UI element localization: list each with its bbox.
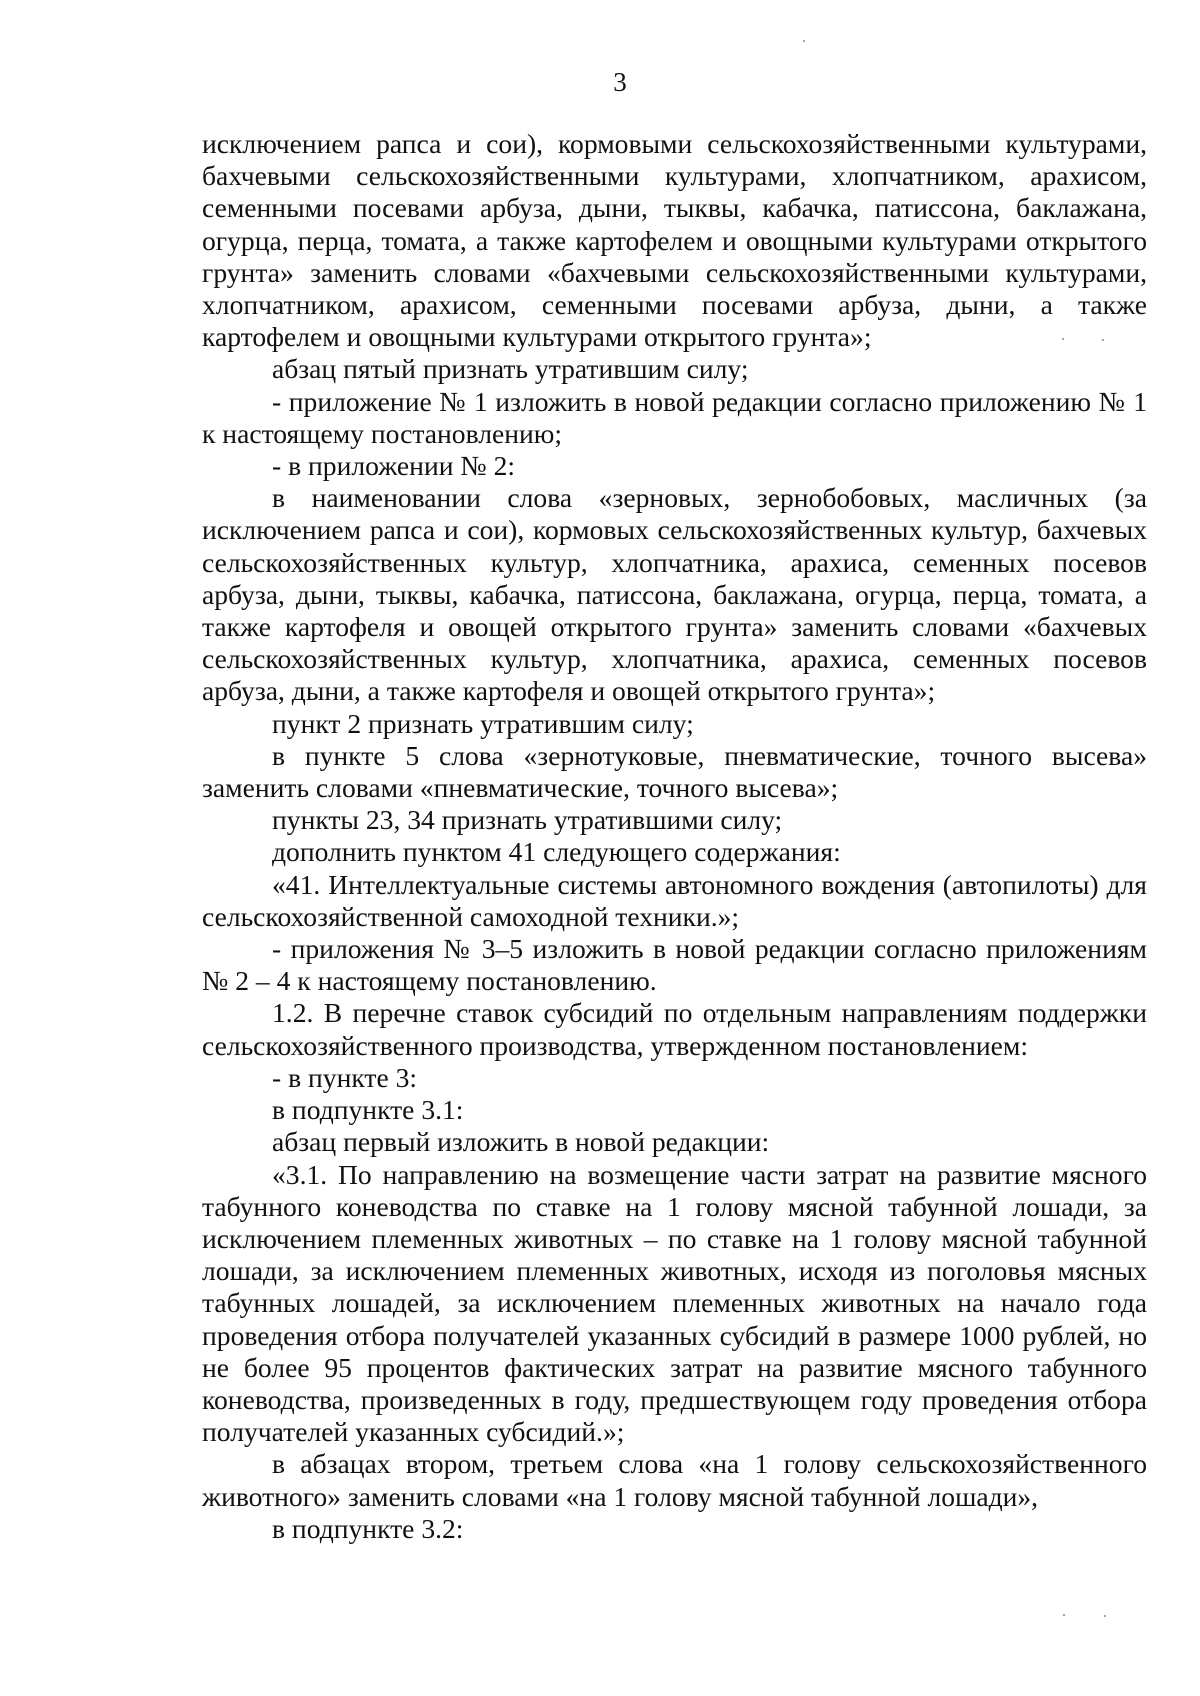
paragraph: в пункте 5 слова «зернотуковые, пневматические, точного высева» заменить словами «пневматические, точного высева»;: [202, 739, 1147, 804]
paragraph: пункты 23, 34 признать утратившими силу;: [272, 804, 783, 836]
paragraph: дополнить пунктом 41 следующего содержания:: [272, 836, 841, 868]
paragraph-continuation: исключением рапса и сои), кормовыми сельскохозяйственными культурами, бахчевыми сельскохозяйственными культурами, хлопчатником, арахисом, семенными посевами арбуза, дыни, тыквы, кабачка, патиссона, баклажана, огурца, перца, томата, а также картофелем и овощными культурами открытого грунта» заменить словами «бахчевыми сельскохозяйственными культурами, хлопчатником, арахисом, семенными посевами арбуза, дыни, а также картофелем и овощными культурами открытого грунта»;: [202, 128, 1147, 353]
paragraph: абзац первый изложить в новой редакции:: [272, 1126, 770, 1158]
scan-speck: [1063, 1614, 1065, 1616]
paragraph: - в приложении № 2:: [272, 450, 516, 482]
paragraph: в абзацах втором, третьем слова «на 1 голову сельскохозяйственного животного» заменить словами «на 1 голову мясной табунной лошади»,: [202, 1448, 1147, 1512]
paragraph: в подпункте 3.2:: [272, 1512, 464, 1544]
scan-speck: [1102, 339, 1104, 341]
scan-speck: [1104, 1615, 1106, 1617]
paragraph: пункт 2 признать утратившим силу;: [272, 707, 694, 739]
document-body: [202, 128, 1147, 1545]
paragraph: в наименовании слова «зерновых, зернобобовых, масличных (за исключением рапса и сои), кормовых сельскохозяйственных культур, бахчевых сельскохозяйственных культур, хлопчатника, арахиса, семенных посевов арбуза, дыни, тыквы, кабачка, патиссона, баклажана, огурца, перца, томата, а также картофеля и овощей открытого грунта» заменить словами «бахчевых сельскохозяйственных культур, хлопчатника, арахиса, семенных посевов арбуза, дыни, а также картофеля и овощей открытого грунта»;: [202, 482, 1147, 707]
paragraph: в подпункте 3.1:: [272, 1094, 464, 1126]
page-number: 3: [613, 67, 627, 97]
scan-speck: [1062, 338, 1064, 340]
paragraph: абзац пятый признать утратившим силу;: [272, 353, 749, 385]
scan-speck: [803, 40, 805, 42]
paragraph: - приложение № 1 изложить в новой редакции согласно приложению № 1 к настоящему постановлению;: [202, 385, 1147, 449]
paragraph: «41. Интеллектуальные системы автономного вождения (автопилоты) для сельскохозяйственной самоходной техники.»;: [202, 868, 1147, 932]
paragraph: - приложения № 3–5 изложить в новой редакции согласно приложениям № 2 – 4 к настоящему постановлению.: [202, 933, 1147, 997]
paragraph: 1.2. В перечне ставок субсидий по отдельным направлениям поддержки сельскохозяйственного производства, утвержденном постановлением:: [202, 997, 1147, 1061]
paragraph: - в пункте 3:: [272, 1061, 418, 1093]
paragraph: «3.1. По направлению на возмещение части затрат на развитие мясного табунного коневодства по ставке на 1 голову мясной табунной лошади, за исключением племенных животных – по ставке на 1 голову мясной табунной лошади, за исключением племенных животных, исходя из поголовья мясных табунных лошадей, за исключением племенных животных на начало года проведения отбора получателей указанных субсидий в размере 1000 рублей, но не более 95 процентов фактических затрат на развитие мясного табунного коневодства, произведенных в году, предшествующем году проведения отбора получателей указанных субсидий.»;: [202, 1158, 1147, 1448]
